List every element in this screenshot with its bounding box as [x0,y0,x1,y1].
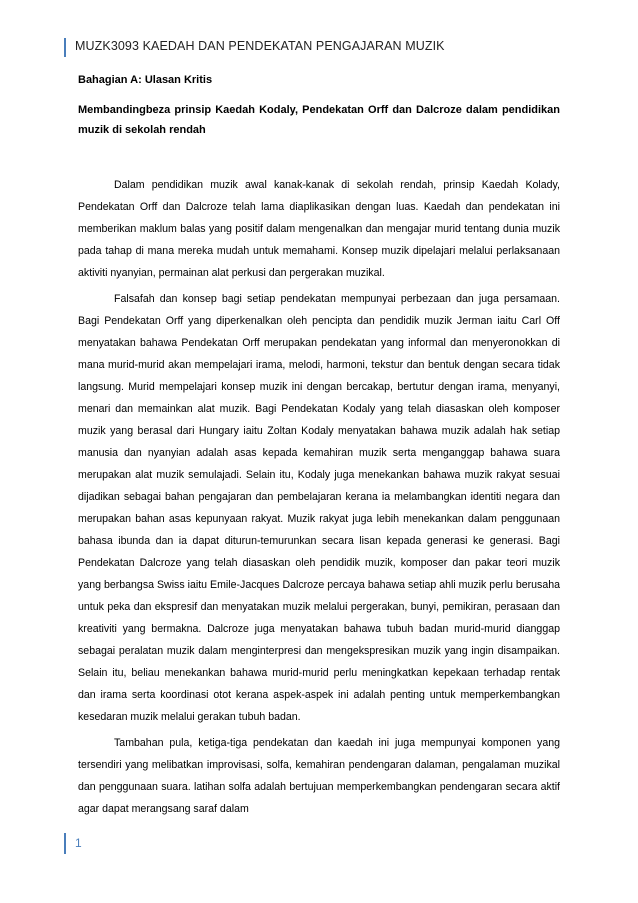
paragraph-components: Tambahan pula, ketiga-tiga pendekatan dan kaedah ini juga mempunyai komponen yang tersendiri yang melibatkan improvisasi, solfa, kemahiran pendengaran dalaman, pengalaman muzikal dan penggunaan suara. latihan solfa adalah bertujuan memperkembangkan pendengaran secara aktif agar dapat merangsang saraf dalam [78,737,560,815]
footer-accent-bar [64,833,66,854]
page-number: 1 [75,836,82,850]
running-header: MUZK3093 KAEDAH DAN PENDEKATAN PENGAJARAN MUZIK [75,39,445,53]
header-accent-bar [64,38,66,57]
section-title: Bahagian A: Ulasan Kritis [78,74,213,86]
paragraph-philosophy: Falsafah dan konsep bagi setiap pendekatan mempunyai perbezaan dan juga persamaan. Bagi Pendekatan Orff yang diperkenalkan oleh pencipta dan pendidik muzik Jerman iaitu Carl Off menyatakan bahawa Pendekatan Orff merupakan pendekatan yang informal dan menyeronokkan di mana murid-murid akan mempelajari irama, melodi, harmoni, tekstur dan bentuk dengan secara tidak langsung. Murid mempelajari konsep muzik ini dengan bercakap, bertutur dengan irama, menyanyi, menari dan memainkan alat muzik. Bagi Pendekatan Kodaly yang telah diasaskan oleh komposer muzik yang berasal dari Hungary iaitu Zoltan Kodaly menyatakan bahawa muzik adalah hak setiap manusia dan nyanyian adalah asas kepada kemahiran muzik serta menganggap bahawa suara merupakan alat muzik semulajadi. Selain itu, Kodaly juga menekankan bahawa muzik rakyat sesuai dijadikan sebagai bahan pengajaran dan pembelajaran kerana ia melambangkan identiti negara dan merupakan bahan asas kepunyaan rakyat. Muzik rakyat juga lebih menekankan dalam penggunaan bahasa ibunda dan ia dapat diturun-temurunkan secara lisan kepada generasi ke generasi. Bagi Pendekatan Dalcroze yang telah diasaskan oleh pendidik muzik, komposer dan pakar teori muzik yang berbangsa Swiss iaitu Emile-Jacques Dalcroze percaya bahawa setiap ahli muzik perlu berusaha untuk peka dan ekspresif dan menyatakan muzik melalui pergerakan, bunyi, pemikiran, perasaan dan kreativiti yang bermakna. Dalcroze juga menyatakan bahawa tubuh badan murid-murid dianggap sebagai peralatan muzik dalam menginterpresi dan mengekspresikan muzik yang ingin disampaikan. Selain itu, beliau menekankan bahawa murid-murid perlu meningkatkan kepekaan terhadap rentak dan irama serta koordinasi otot kerana aspek-aspek ini adalah penting untuk memperkembangkan kesedaran muzik melalui gerakan tubuh badan. [78,293,560,723]
paragraph-intro: Dalam pendidikan muzik awal kanak-kanak di sekolah rendah, prinsip Kaedah Kolady, Pendekatan Orff dan Dalcroze telah lama diaplikasikan dengan luas. Kaedah dan pendekatan ini memberikan maklum balas yang positif dalam mengenalkan dan mengajar murid tentang dunia muzik pada tahap di mana mereka mudah untuk memahami. Konsep muzik dipelajari melalui perlaksanaan aktiviti nyanyian, permainan alat perkusi dan pergerakan muzikal. [78,179,560,279]
document-body [78,74,560,824]
document-subtitle: Membandingbeza prinsip Kaedah Kodaly, Pendekatan Orff dan Dalcroze dalam pendidikan muzik di sekolah rendah [78,104,560,136]
